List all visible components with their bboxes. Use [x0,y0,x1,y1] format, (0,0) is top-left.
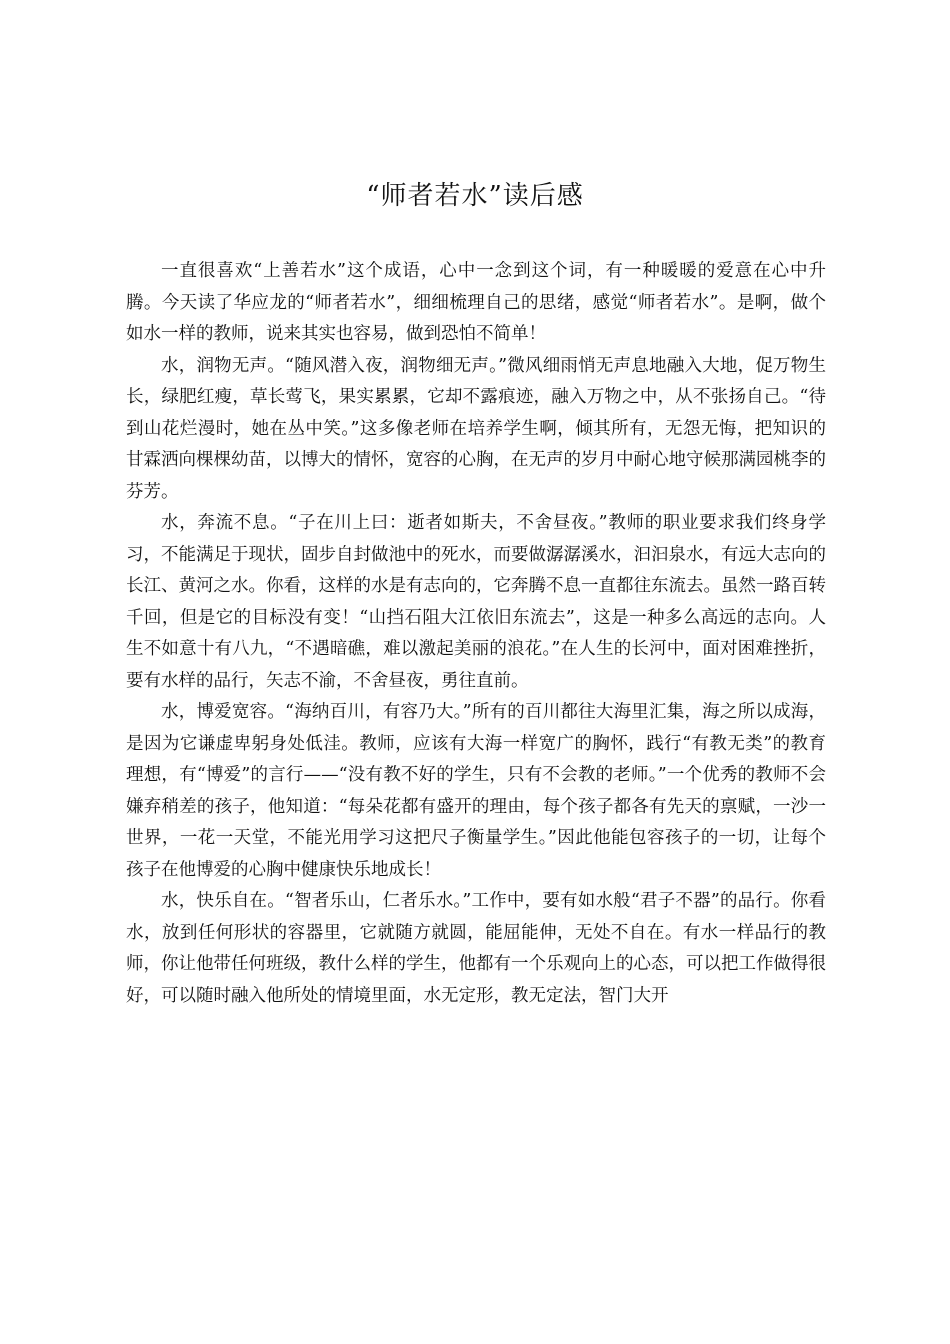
paragraph-tolerance: 水，博爱宽容。“海纳百川，有容乃大。”所有的百川都往大海里汇集，海之所以成海，是因为它谦虚卑躬身处低洼。教师，应该有大海一样宽广的胸怀，践行“有教无类”的教育理想，有“博爱”的言行——“没有教不好的学生，只有不会教的老师。”一个优秀的教师不会嫌弃稍差的孩子，他知道：“每朵花都有盛开的理由，每个孩子都各有先天的禀赋，一沙一世界，一花一天堂，不能光用学习这把尺子衡量学生。”因此他能包容孩子的一切，让每个孩子在他博爱的心胸中健康快乐地成长！ [126,702,826,880]
document-title: “师者若水”读后感 [366,181,584,211]
document-body [126,256,826,1012]
paragraph-intro: 一直很喜欢“上善若水”这个成语，心中一念到这个词，有一种暖暖的爱意在心中升腾。今天读了华应龙的“师者若水”，细细梳理自己的思绪，感觉“师者若水”。是啊，做个如水一样的教师，说来其实也容易，做到恐怕不简单！ [126,261,826,344]
paragraph-joy-freedom: 水，快乐自在。“智者乐山，仁者乐水。”工作中，要有如水般“君子不器”的品行。你看水，放到任何形状的容器里，它就随方就圆，能屈能伸，无处不自在。有水一样品行的教师，你让他带任何班级，教什么样的学生，他都有一个乐观向上的心态，可以把工作做得很好，可以随时融入他所处的情境里面，水无定形，教无定法，智门大开 [126,891,826,1006]
paragraph-silent-nourish: 水，润物无声。“随风潜入夜，润物细无声。”微风细雨悄无声息地融入大地，促万物生长，绿肥红瘦，草长莺飞，果实累累，它却不露痕迹，融入万物之中，从不张扬自己。“待到山花烂漫时，她在丛中笑。”这多像老师在培养学生啊，倾其所有，无怨无悔，把知识的甘霖洒向棵棵幼苗，以博大的情怀，宽容的心胸，在无声的岁月中耐心地守候那满园桃李的芬芳。 [126,355,826,502]
paragraph-endless-flow: 水，奔流不息。“子在川上曰：逝者如斯夫，不舍昼夜。”教师的职业要求我们终身学习，不能满足于现状，固步自封做池中的死水，而要做潺潺溪水，汩汩泉水，有远大志向的长江、黄河之水。你看，这样的水是有志向的，它奔腾不息一直都往东流去。虽然一路百转千回，但是它的目标没有变！“山挡石阻大江依旧东流去”，这是一种多么高远的志向。人生不如意十有八九，“不遇暗礁，难以激起美丽的浪花。”在人生的长河中，面对困难挫折，要有水样的品行，矢志不渝，不舍昼夜，勇往直前。 [126,513,826,691]
